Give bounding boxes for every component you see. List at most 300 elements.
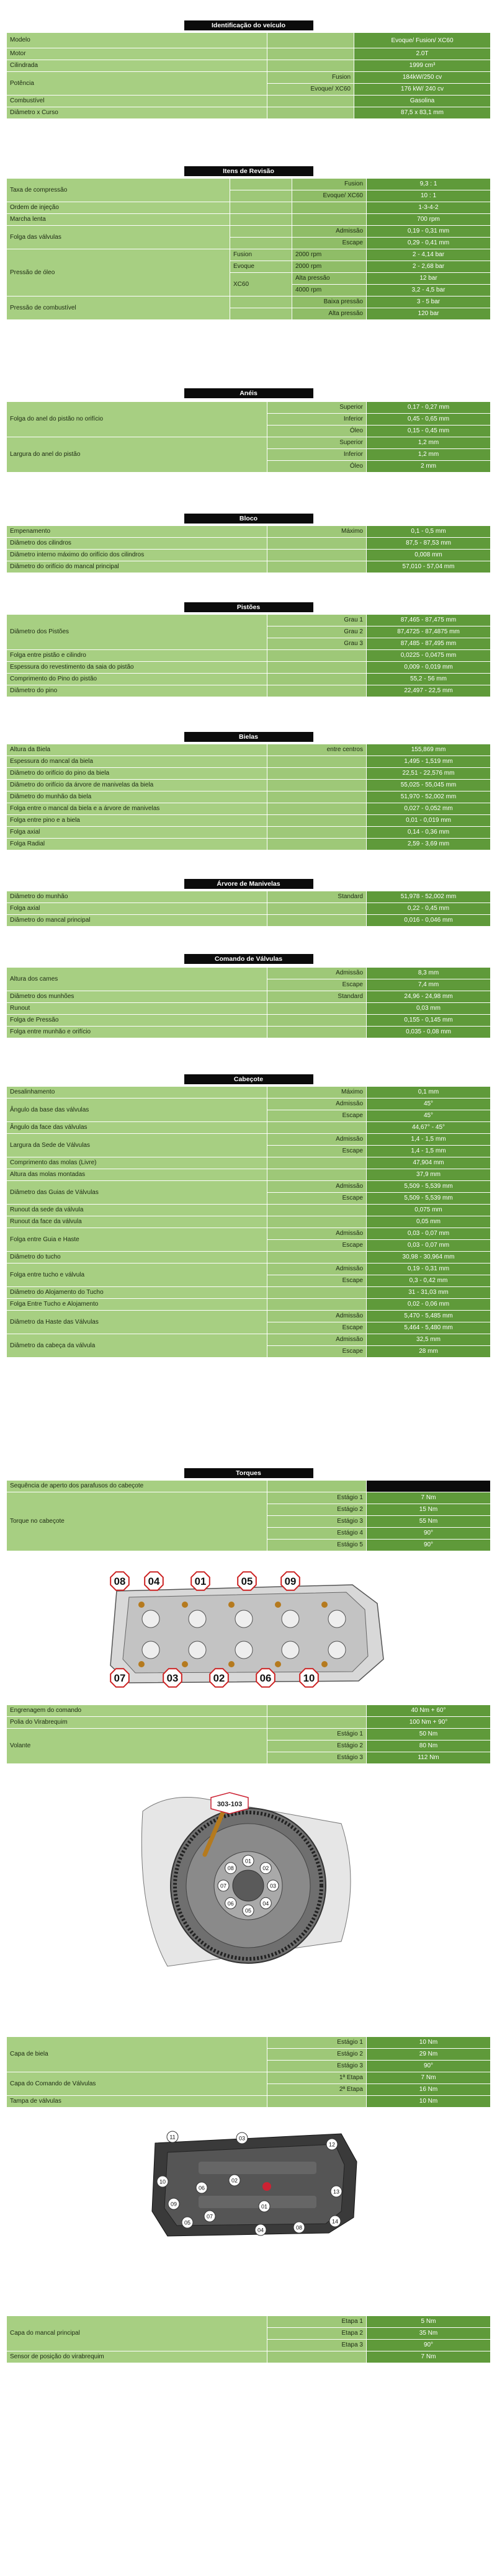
row-value: 0,45 - 0,65 mm [367,414,491,426]
block-table [6,525,491,573]
section-title-camshaft: Comando de Válvulas [184,954,313,964]
section-main-bearing [0,2314,497,2363]
row-value: 0,075 mm [367,1205,491,1216]
row-value: 87,5 - 87,53 mm [367,538,491,550]
bolt-number: 04 [257,2227,264,2234]
row-value: 87,465 - 87,475 mm [367,615,491,626]
bolt-number: 07 [114,1672,126,1685]
row-sub: Inferior [267,414,367,426]
row-value: 5,470 - 5,485 mm [367,1311,491,1322]
gear-flywheel-table [6,1705,491,1764]
row-value: 100 Nm + 90° [367,1717,491,1729]
row-value: 3,2 - 4,5 bar [367,285,491,296]
row-value: 7,4 mm [367,979,491,991]
table-row [7,107,491,119]
row-label: Diâmetro x Curso [7,107,267,119]
row-value: Evoque/ Fusion/ XC60 [354,33,491,48]
row-value: 3 - 5 bar [367,296,491,308]
row-label: Modelo [7,33,267,48]
bolt-marker [145,1572,163,1590]
bolt-marker [110,1669,129,1687]
row-value: 45° [367,1110,491,1122]
cylinder-head-table [6,1086,491,1358]
row-sub: Admissão [267,1181,367,1193]
section-title-cylinder-head: Cabeçote [184,1074,313,1084]
bolt-number: 11 [169,2134,176,2141]
row-label: Capa do mancal principal [7,2316,267,2351]
row-sub: Superior [267,437,367,449]
bolt-marker [204,2211,215,2222]
row-value: 87,485 - 87,495 mm [367,638,491,650]
row-label: Diâmetro do munhão da biela [7,791,267,803]
bolt-marker [267,1880,279,1891]
row-sub: Grau 1 [267,615,367,626]
row-label: Runout da face da válvula [7,1216,267,1228]
row-value: 87,5 x 83,1 mm [354,107,491,119]
row-label: Folga entre o mancal da biela e a árvore de manivelas [7,803,267,815]
section-conrods [0,732,497,850]
bolt-number: 06 [198,2185,205,2191]
row-sub: Standard [267,991,367,1003]
row-label: Pressão de combustível [7,296,230,320]
row-sub: Inferior [267,449,367,461]
bolt-number: 01 [244,1858,252,1865]
bolt-number: 03 [166,1672,179,1685]
section-rings [0,388,497,473]
row-sub: Etapa 3 [267,2340,367,2351]
row-sub: Evoque/ XC60 [267,84,354,96]
bolt-marker [259,2201,270,2212]
row-sub: Estágio 1 [267,1492,367,1504]
row-value: 155,869 mm [367,744,491,756]
row-sub: Standard [267,891,367,903]
row-sub: 4000 rpm [292,285,367,296]
row-label: Folga entre pino e a biela [7,815,267,827]
cap-torque-table [6,2036,491,2108]
row-label: Tampa de válvulas [7,2096,267,2108]
row-value: 57,010 - 57,04 mm [367,561,491,573]
row-sub: Máximo [267,526,367,538]
row-value: 2 - 2,68 bar [367,261,491,273]
row-value: 29 Nm [367,2049,491,2061]
bolt-marker [196,2182,207,2193]
bolt-marker [293,2222,305,2233]
row-label: Folga Radial [7,839,267,850]
row-sub: Admissão [267,1228,367,1240]
bolt-number: 01 [261,2203,268,2210]
row-sub: Fusion [267,72,354,84]
row-value: 0,01 - 0,019 mm [367,815,491,827]
row-label: Diâmetro interno máximo do orifício dos cilindros [7,550,267,561]
bolt-number: 09 [170,2201,177,2208]
row-sub: XC60 [230,273,292,296]
row-value: 0,29 - 0,41 mm [367,238,491,249]
bolt-marker [163,1669,182,1687]
row-sub: 2000 rpm [292,249,367,261]
row-sub: Escape [267,1322,367,1334]
row-value: 55,025 - 55,045 mm [367,780,491,791]
bolt-number: 08 [227,1865,234,1872]
row-value: 1,495 - 1,519 mm [367,756,491,768]
row-label: Folga do anel do pistão no orifício [7,402,267,437]
bolt-marker [236,2133,248,2144]
row-sub: Grau 3 [267,638,367,650]
row-label: Folga entre munhão e orifício [7,1027,267,1038]
row-sub: Fusion [292,179,367,190]
bolt-marker [281,1572,300,1590]
row-value: 0,03 mm [367,1003,491,1015]
row-value: 90° [367,1528,491,1540]
section-crankshaft [0,879,497,927]
row-value: 47,904 mm [367,1157,491,1169]
row-value: 8,3 mm [367,968,491,979]
revision-table [6,178,491,320]
section-title-rings: Anéis [184,388,313,398]
row-value: 0,03 - 0,07 mm [367,1228,491,1240]
section-pistons [0,602,497,697]
row-sub: entre centros [267,744,367,756]
row-label: Ângulo da base das válvulas [7,1099,267,1122]
bolt-marker [225,1897,236,1909]
row-value: 55 Nm [367,1516,491,1528]
row-sub: Estágio 1 [267,1729,367,1740]
row-value: 0,008 mm [367,550,491,561]
head-torque-table [6,1480,491,1551]
row-value: 10 Nm [367,2037,491,2049]
row-label: Sensor de posição do virabrequim [7,2351,267,2363]
row-value: 2 mm [367,461,491,473]
row-label: Folga entre Guia e Haste [7,1228,267,1252]
bolt-number: 02 [213,1672,225,1685]
row-label: Altura das molas montadas [7,1169,267,1181]
bolt-number: 06 [227,1900,234,1907]
row-sub: Admissão [267,1334,367,1346]
bolt-number: 07 [206,2213,213,2220]
row-sub: Grau 2 [267,626,367,638]
bolt-marker [331,2186,342,2197]
row-value: 1,2 mm [367,449,491,461]
bolt-marker [300,1669,318,1687]
bolt-number: 04 [262,1900,269,1907]
row-label: Largura do anel do pistão [7,437,267,473]
row-value: 5,509 - 5,539 mm [367,1181,491,1193]
row-sub: Admissão [267,968,367,979]
section-cap-torques [0,2035,497,2108]
row-sub: Admissão [267,1099,367,1110]
row-label: Largura da Sede de Válvulas [7,1134,267,1157]
row-value: 0,027 - 0,052 mm [367,803,491,815]
row-value: 90° [367,2340,491,2351]
row-label: Capa de biela [7,2037,267,2072]
row-sub: Estágio 5 [267,1540,367,1551]
row-value: 22,497 - 22,5 mm [367,685,491,697]
rings-table [6,401,491,473]
vehicle-table [6,32,491,119]
bolt-marker [256,1669,275,1687]
row-sub: Superior [267,402,367,414]
bolt-number: 07 [220,1883,227,1889]
row-label: Runout da sede da válvula [7,1205,267,1216]
row-value: 45° [367,1099,491,1110]
row-label: Folga axial [7,903,267,915]
row-value: 7 Nm [367,2351,491,2363]
row-value: 37,9 mm [367,1169,491,1181]
main-bearing-table [6,2315,491,2363]
row-value: 0,0225 - 0,0475 mm [367,650,491,662]
row-sub: Evoque [230,261,292,273]
row-value: 30,98 - 30,964 mm [367,1252,491,1263]
bolt-number: 08 [295,2224,303,2231]
row-value: 5,464 - 5,480 mm [367,1322,491,1334]
bolt-marker [167,2131,178,2142]
section-torques [0,1468,497,1551]
bolt-marker [243,1905,254,1916]
bolt-marker [182,2217,193,2228]
row-sub: Fusion [230,249,292,261]
row-value: Gasolina [354,96,491,107]
bolt-marker [260,1897,271,1909]
row-value: 24,96 - 24,98 mm [367,991,491,1003]
row-value: 1999 cm³ [354,60,491,72]
pistons-table [6,614,491,697]
section-title-pistons: Pistões [184,602,313,612]
row-sub: Estágio 4 [267,1528,367,1540]
row-label: Diâmetro dos munhões [7,991,267,1003]
row-label: Espessura do mancal da biela [7,756,267,768]
row-label: Comprimento das molas (Livre) [7,1157,267,1169]
row-value: 0,155 - 0,145 mm [367,1015,491,1027]
section-gear-pulley-flywheel [0,1703,497,1764]
row-sub: Admissão [267,1311,367,1322]
row-value: 7 Nm [367,2072,491,2084]
row-value: 10 Nm [367,2096,491,2108]
section-cylinder-head [0,1074,497,1358]
row-value: 1,2 mm [367,437,491,449]
row-value: 5 Nm [367,2316,491,2328]
row-label: Diâmetro das Guias de Válvulas [7,1181,267,1205]
bolt-number: 10 [159,2178,166,2185]
row-sub: Baixa pressão [292,296,367,308]
row-label: Folga entre tucho e válvula [7,1263,267,1287]
bolt-marker [243,1855,254,1866]
row-label: Pressão de óleo [7,249,230,296]
row-sub: Escape [267,979,367,991]
row-value: 1,4 - 1,5 mm [367,1134,491,1146]
row-label: Capa do Comando de Válvulas [7,2072,267,2096]
bolt-number: 12 [328,2141,336,2148]
bolt-number: 04 [148,1575,160,1588]
row-label: Runout [7,1003,267,1015]
section-title-vehicle: Identificação do veículo [184,20,313,30]
row-label: Folga Entre Tucho e Alojamento [7,1299,267,1311]
row-value: 0,15 - 0,45 mm [367,426,491,437]
row-value: 0,14 - 0,36 mm [367,827,491,839]
row-label: Folga das válvulas [7,226,230,249]
row-value: 0,05 mm [367,1216,491,1228]
row-sub: Estágio 3 [267,2061,367,2072]
cylinder-head-drawing [92,1566,402,1690]
row-sub: Alta pressão [292,308,367,320]
row-value: 40 Nm + 60° [367,1705,491,1717]
row-label: Ordem de injeção [7,202,230,214]
bolt-number: 01 [194,1575,207,1588]
row-label: Diâmetro do munhão [7,891,267,903]
flywheel-drawing [130,1786,366,1972]
row-value: 12 bar [367,273,491,285]
row-value: 0,19 - 0,31 mm [367,226,491,238]
section-camshaft [0,954,497,1038]
row-sub: Óleo [267,426,367,437]
row-value: 0,17 - 0,27 mm [367,402,491,414]
bolt-marker [229,2175,240,2186]
section-vehicle [0,20,497,119]
row-label: Diâmetro da cabeça da válvula [7,1334,267,1358]
row-value: 2.0T [354,48,491,60]
row-label: Diâmetro do Alojamento do Tucho [7,1287,267,1299]
row-label: Torque no cabeçote [7,1492,267,1551]
bolt-number: 13 [333,2188,340,2195]
row-value: 15 Nm [367,1504,491,1516]
table-row [7,48,491,60]
bolt-number: 03 [238,2135,246,2142]
row-value: 90° [367,1540,491,1551]
row-value: 31 - 31,03 mm [367,1287,491,1299]
bolt-number: 03 [269,1883,277,1889]
row-sub: Estágio 3 [267,1516,367,1528]
bolt-number: 06 [259,1672,272,1685]
row-sub: Etapa 2 [267,2328,367,2340]
row-sub: Alta pressão [292,273,367,285]
bolt-number: 08 [114,1575,126,1588]
row-sub: Estágio 2 [267,2049,367,2061]
row-sub: 2ª Etapa [267,2084,367,2096]
row-label: Motor [7,48,267,60]
row-label: Diâmetro dos Pistões [7,615,267,650]
cylinder-head-diagram [92,1566,402,1690]
row-value: 7 Nm [367,1492,491,1504]
row-value: 22,51 - 22,576 mm [367,768,491,780]
row-value: 0,035 - 0,08 mm [367,1027,491,1038]
bolt-number: 09 [284,1575,297,1588]
row-sub: Escape [267,1193,367,1205]
row-label: Empenamento [7,526,267,538]
row-value: 0,009 - 0,019 mm [367,662,491,674]
section-title-crankshaft: Árvore de Manivelas [184,879,313,889]
row-label: Marcha lenta [7,214,230,226]
bolt-number: 05 [244,1907,252,1914]
bolt-number: 14 [331,2218,339,2225]
row-label: Diâmetro dos cilindros [7,538,267,550]
section-revision [0,166,497,320]
table-row [7,72,491,84]
bolt-marker [225,1863,236,1874]
row-sub: Estágio 1 [267,2037,367,2049]
row-label: Diâmetro do mancal principal [7,915,267,927]
row-label: Engrenagem do comando [7,1705,267,1717]
valve-cover-diagram [143,2124,366,2242]
row-value: 184kW/250 cv [354,72,491,84]
bolt-number: 05 [184,2219,191,2226]
row-value: 1,4 - 1,5 mm [367,1146,491,1157]
row-label: Altura da Biela [7,744,267,756]
row-sub: Evoque/ XC60 [292,190,367,202]
table-row [7,60,491,72]
row-label: Diâmetro do orifício do pino da biela [7,768,267,780]
row-value: 700 rpm [367,214,491,226]
row-value: 50 Nm [367,1729,491,1740]
row-value: 0,1 mm [367,1087,491,1099]
bolt-marker [157,2176,168,2187]
row-value: 0,03 - 0,07 mm [367,1240,491,1252]
bolt-marker [260,1863,271,1874]
row-sub: Óleo [267,461,367,473]
row-label: Folga axial [7,827,267,839]
bolt-marker [210,1669,228,1687]
row-sub: Admissão [267,1263,367,1275]
row-value: 0,016 - 0,046 mm [367,915,491,927]
bolt-number: 02 [231,2177,238,2184]
row-label: Diâmetro do orifício do mancal principal [7,561,267,573]
section-title-revision: Itens de Revisão [184,166,313,176]
section-title-torques: Torques [184,1468,313,1478]
table-row [7,96,491,107]
bolt-marker [191,1572,210,1590]
row-value: 51,970 - 52,002 mm [367,791,491,803]
row-label: Diâmetro do tucho [7,1252,267,1263]
row-label: Altura dos cames [7,968,267,991]
row-label: Taxa de compressão [7,179,230,202]
section-title-block: Bloco [184,514,313,524]
row-value: 16 Nm [367,2084,491,2096]
row-value: 2 - 4,14 bar [367,249,491,261]
row-value: 2,59 - 3,69 mm [367,839,491,850]
row-sub: 1ª Etapa [267,2072,367,2084]
row-label: Comprimento do Pino do pistão [7,674,267,685]
row-value: 0,3 - 0,42 mm [367,1275,491,1287]
row-label: Combustível [7,96,267,107]
flywheel-tool-label: 303-103 [217,1801,243,1808]
bolt-marker [110,1572,129,1590]
camshaft-table [6,967,491,1038]
row-value: 176 kW/ 240 cv [354,84,491,96]
row-label: Polia do Virabrequim [7,1717,267,1729]
row-sub: Escape [292,238,367,249]
row-value: 51,978 - 52,002 mm [367,891,491,903]
row-value: 87,4725 - 87,4875 mm [367,626,491,638]
bolt-marker [218,1880,229,1891]
row-label: Desalinhamento [7,1087,267,1099]
row-label: Diâmetro do pino [7,685,267,697]
row-value: 90° [367,2061,491,2072]
row-sub: Escape [267,1110,367,1122]
bolt-marker [326,2139,338,2150]
valve-cover-drawing [143,2124,366,2242]
bolt-marker [238,1572,256,1590]
row-sub: Escape [267,1346,367,1358]
row-label: Diâmetro do orifício da árvore de manivelas da biela [7,780,267,791]
row-sub: Estágio 2 [267,1504,367,1516]
row-label: Volante [7,1729,267,1764]
row-value: 32,5 mm [367,1334,491,1346]
section-block [0,514,497,573]
row-value: 0,02 - 0,06 mm [367,1299,491,1311]
row-value: 0,1 - 0,5 mm [367,526,491,538]
table-row [7,33,491,48]
row-sub: Máximo [267,1087,367,1099]
conrods-table [6,744,491,850]
row-label: Ângulo da face das válvulas [7,1122,267,1134]
row-sub: Estágio 2 [267,1740,367,1752]
